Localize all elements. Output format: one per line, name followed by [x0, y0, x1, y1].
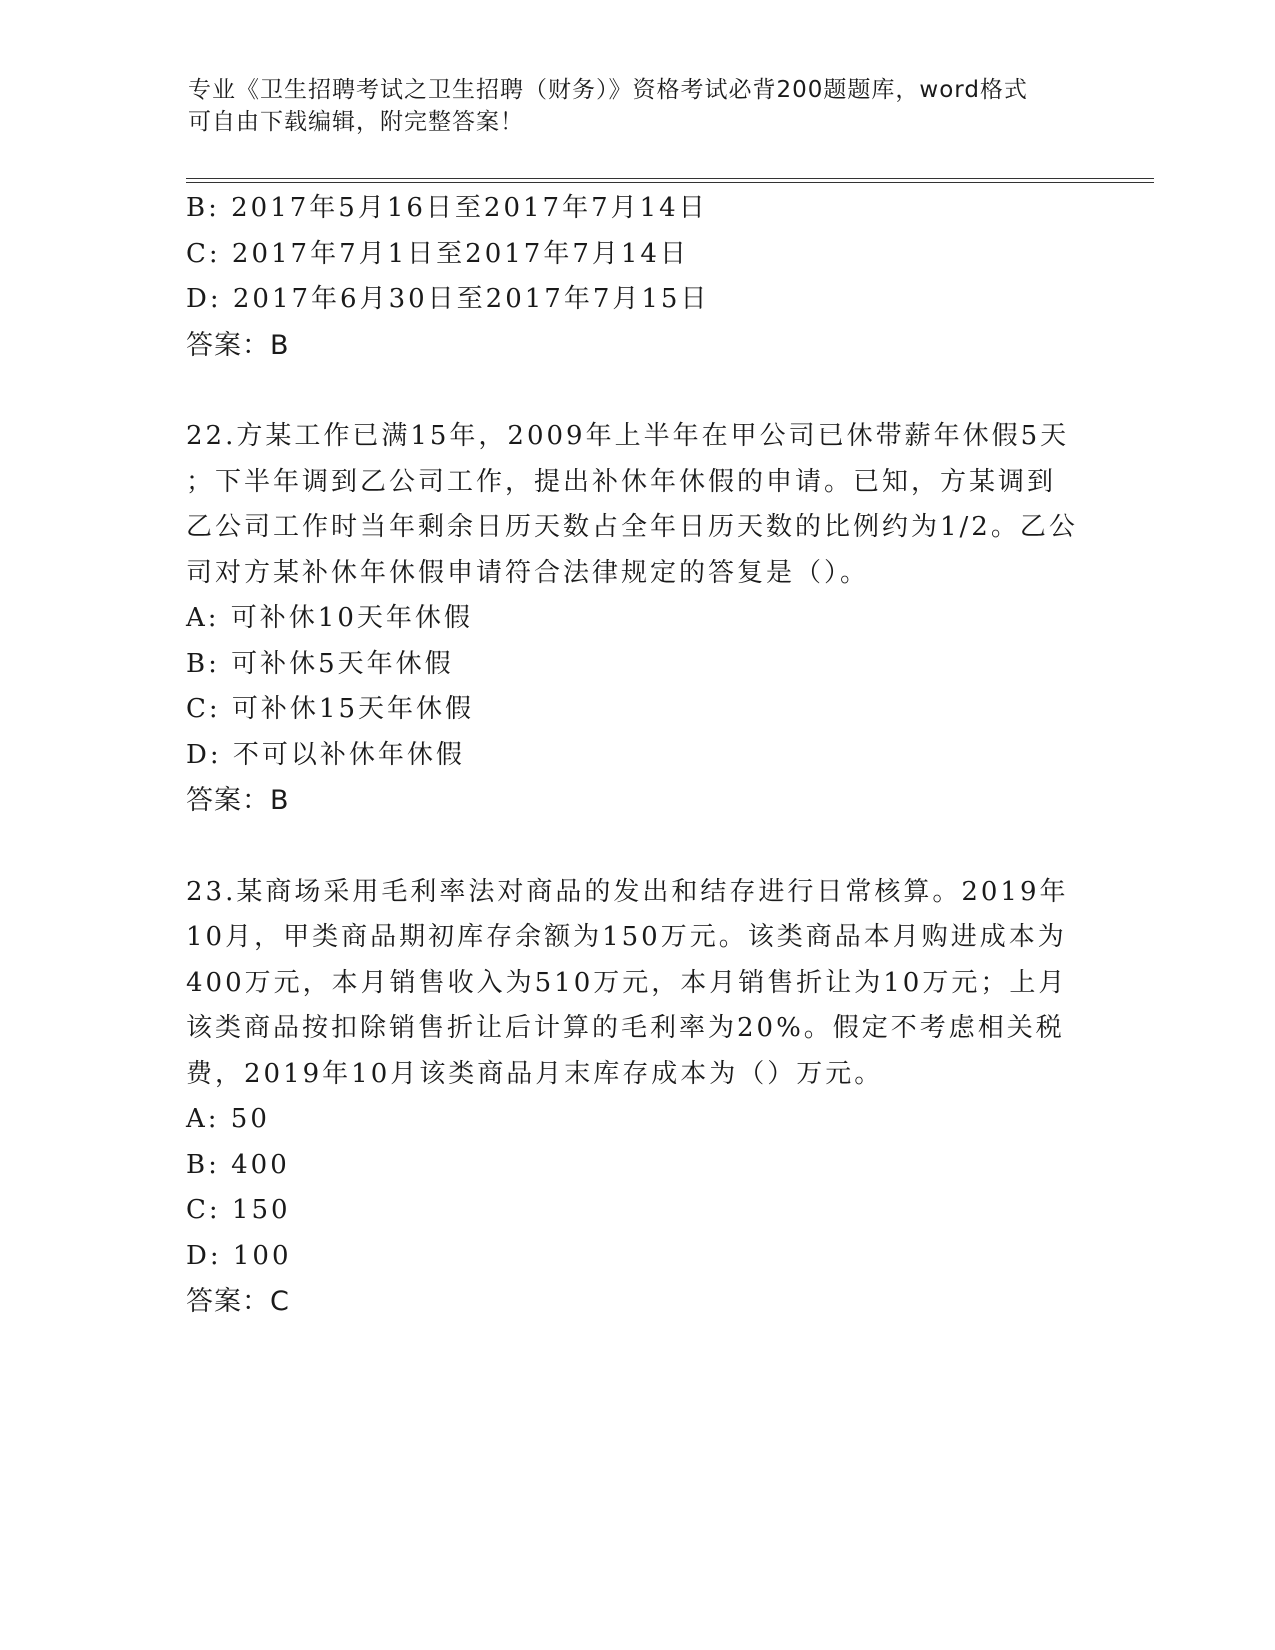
header-divider [186, 178, 1154, 183]
question-23 [186, 870, 1086, 1325]
question-text-line: 23.某商场采用毛利率法对商品的发出和结存进行日常核算。2019年 [186, 876, 1069, 907]
option-b: B: 2017年5月16日至2017年7月14日 [186, 193, 708, 223]
option-a: A: 可补休10天年休假 [186, 603, 473, 633]
spacer [186, 368, 1086, 414]
document-body [186, 186, 1086, 1325]
option-b: B: 可补休5天年休假 [186, 648, 454, 679]
document-header [188, 74, 1068, 138]
question-text-line: ；下半年调到乙公司工作，提出补休年休假的申请。已知，方某调到 [186, 466, 1057, 497]
header-line-2: 可自由下载编辑，附完整答案！ [188, 109, 524, 135]
option-d: D: 100 [186, 1240, 292, 1271]
option-d: D: 2017年6月30日至2017年7月15日 [186, 284, 710, 314]
answer: 答案：B [186, 785, 290, 816]
header-line-1: 专业《卫生招聘考试之卫生招聘（财务）》资格考试必背200题题库，word格式 [188, 77, 1028, 103]
option-a: A: 50 [186, 1104, 270, 1134]
question-text-line: 该类商品按扣除销售折让后计算的毛利率为20%。假定不考虑相关税 [186, 1013, 1065, 1043]
question-text-line: 费，2019年10月该类商品月末库存成本为（）万元。 [186, 1058, 884, 1089]
option-c: C: 可补休15天年休假 [186, 694, 475, 724]
question-text-line: 400万元，本月销售收入为510万元，本月销售折让为10万元；上月 [186, 967, 1068, 998]
question-22 [186, 414, 1086, 824]
option-c: C: 2017年7月1日至2017年7月14日 [186, 238, 689, 269]
option-d: D: 不可以补休年休假 [186, 739, 465, 770]
question-text-line: 22.方某工作已满15年，2009年上半年在甲公司已休带薪年休假5天 [186, 421, 1070, 451]
question-text-line: 10月，甲类商品期初库存余额为150万元。该类商品本月购进成本为 [186, 922, 1067, 952]
option-b: B: 400 [186, 1149, 290, 1180]
question-text-line: 乙公司工作时当年剩余日历天数占全年日历天数的比例约为1/2。乙公 [186, 512, 1078, 542]
option-c: C: 150 [186, 1195, 291, 1225]
question-text-line: 司对方某补休年休假申请符合法律规定的答复是（）。 [186, 557, 870, 588]
question-21-continued [186, 186, 1086, 368]
answer: 答案：C [186, 1286, 290, 1317]
spacer [186, 824, 1086, 870]
answer: 答案：B [186, 329, 290, 361]
